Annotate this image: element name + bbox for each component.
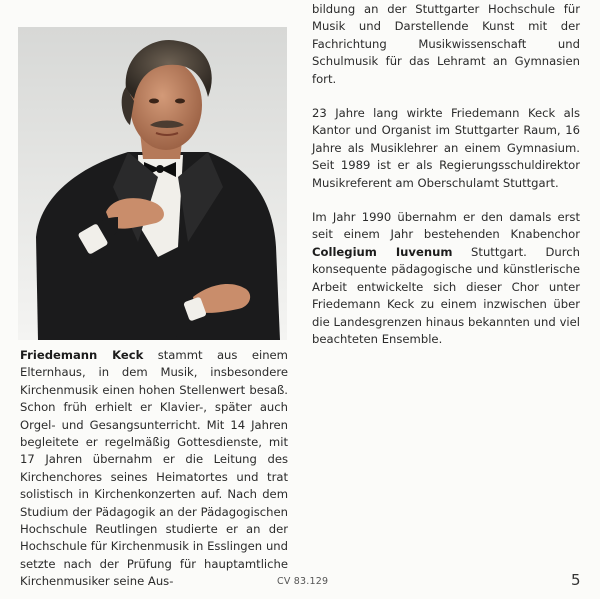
catalog-number: CV 83.129 [277, 576, 329, 587]
conductor-name: Friedemann Keck [20, 348, 144, 362]
biography-paragraph-continued: bildung an der Stuttgarter Hochschule für Musik und Darstellende Kunst mit der Fachrichtung Musikwissenschaft und Schulmusik für das Lehramt an Gymnasien fort. [312, 2, 580, 86]
biography-paragraph-3 [312, 209, 580, 348]
choir-name: Collegium Iuvenum [312, 244, 453, 259]
biography-text-right-column [312, 1, 580, 348]
page-number: 5 [571, 571, 581, 589]
biography-text-left-column [20, 347, 288, 591]
biography-paragraph-2: 23 Jahre lang wirkte Friedemann Keck als Kantor und Organist im Stuttgarter Raum, 16 Jahre als Musiklehrer an einem Gymnasium. Seit 1989 ist er als Regierungsschuldirektor Musikreferent am Oberschulamt Stuttgart. [312, 106, 580, 190]
conductor-portrait-photo [18, 27, 287, 340]
portrait-illustration [18, 27, 287, 340]
biography-text: stammt aus einem Elternhaus, in dem Musik, insbesondere Kirchenmusik einen hohen Stellenwert besaß. Schon früh erhielt er Klavier-, später auch Orgel- und Gesangsunterricht. Mit 14 Jahren begleitete er regelmäßig Gottesdienste, mit 17 Jahren übernahm er die Leitung des Kirchenchores seines Heimatortes und trat solistisch in Kirchenkonzerten auf. Nach dem Studium der Pädagogik an der Pädagogischen Hochschule Reutlingen studierte er an der Hochschule für Kirchenmusik in Esslingen und setzte nach der Prüfung für hauptamtliche Kirchenmusiker seine Aus- [20, 348, 288, 589]
paragraph-3-start: Im Jahr 1990 übernahm er den damals erst seit einem Jahr bestehenden Knabenchor [312, 210, 580, 242]
paragraph-3-end: Stuttgart. Durch konsequente pädagogische und künstlerische Arbeit entwickelte sich dieser Chor unter Friedemann Keck zu einem inzwischen über die Landesgrenzen hinaus bekannten und viel beachteten Ensemble. [312, 244, 580, 346]
biography-paragraph-1 [20, 347, 288, 591]
